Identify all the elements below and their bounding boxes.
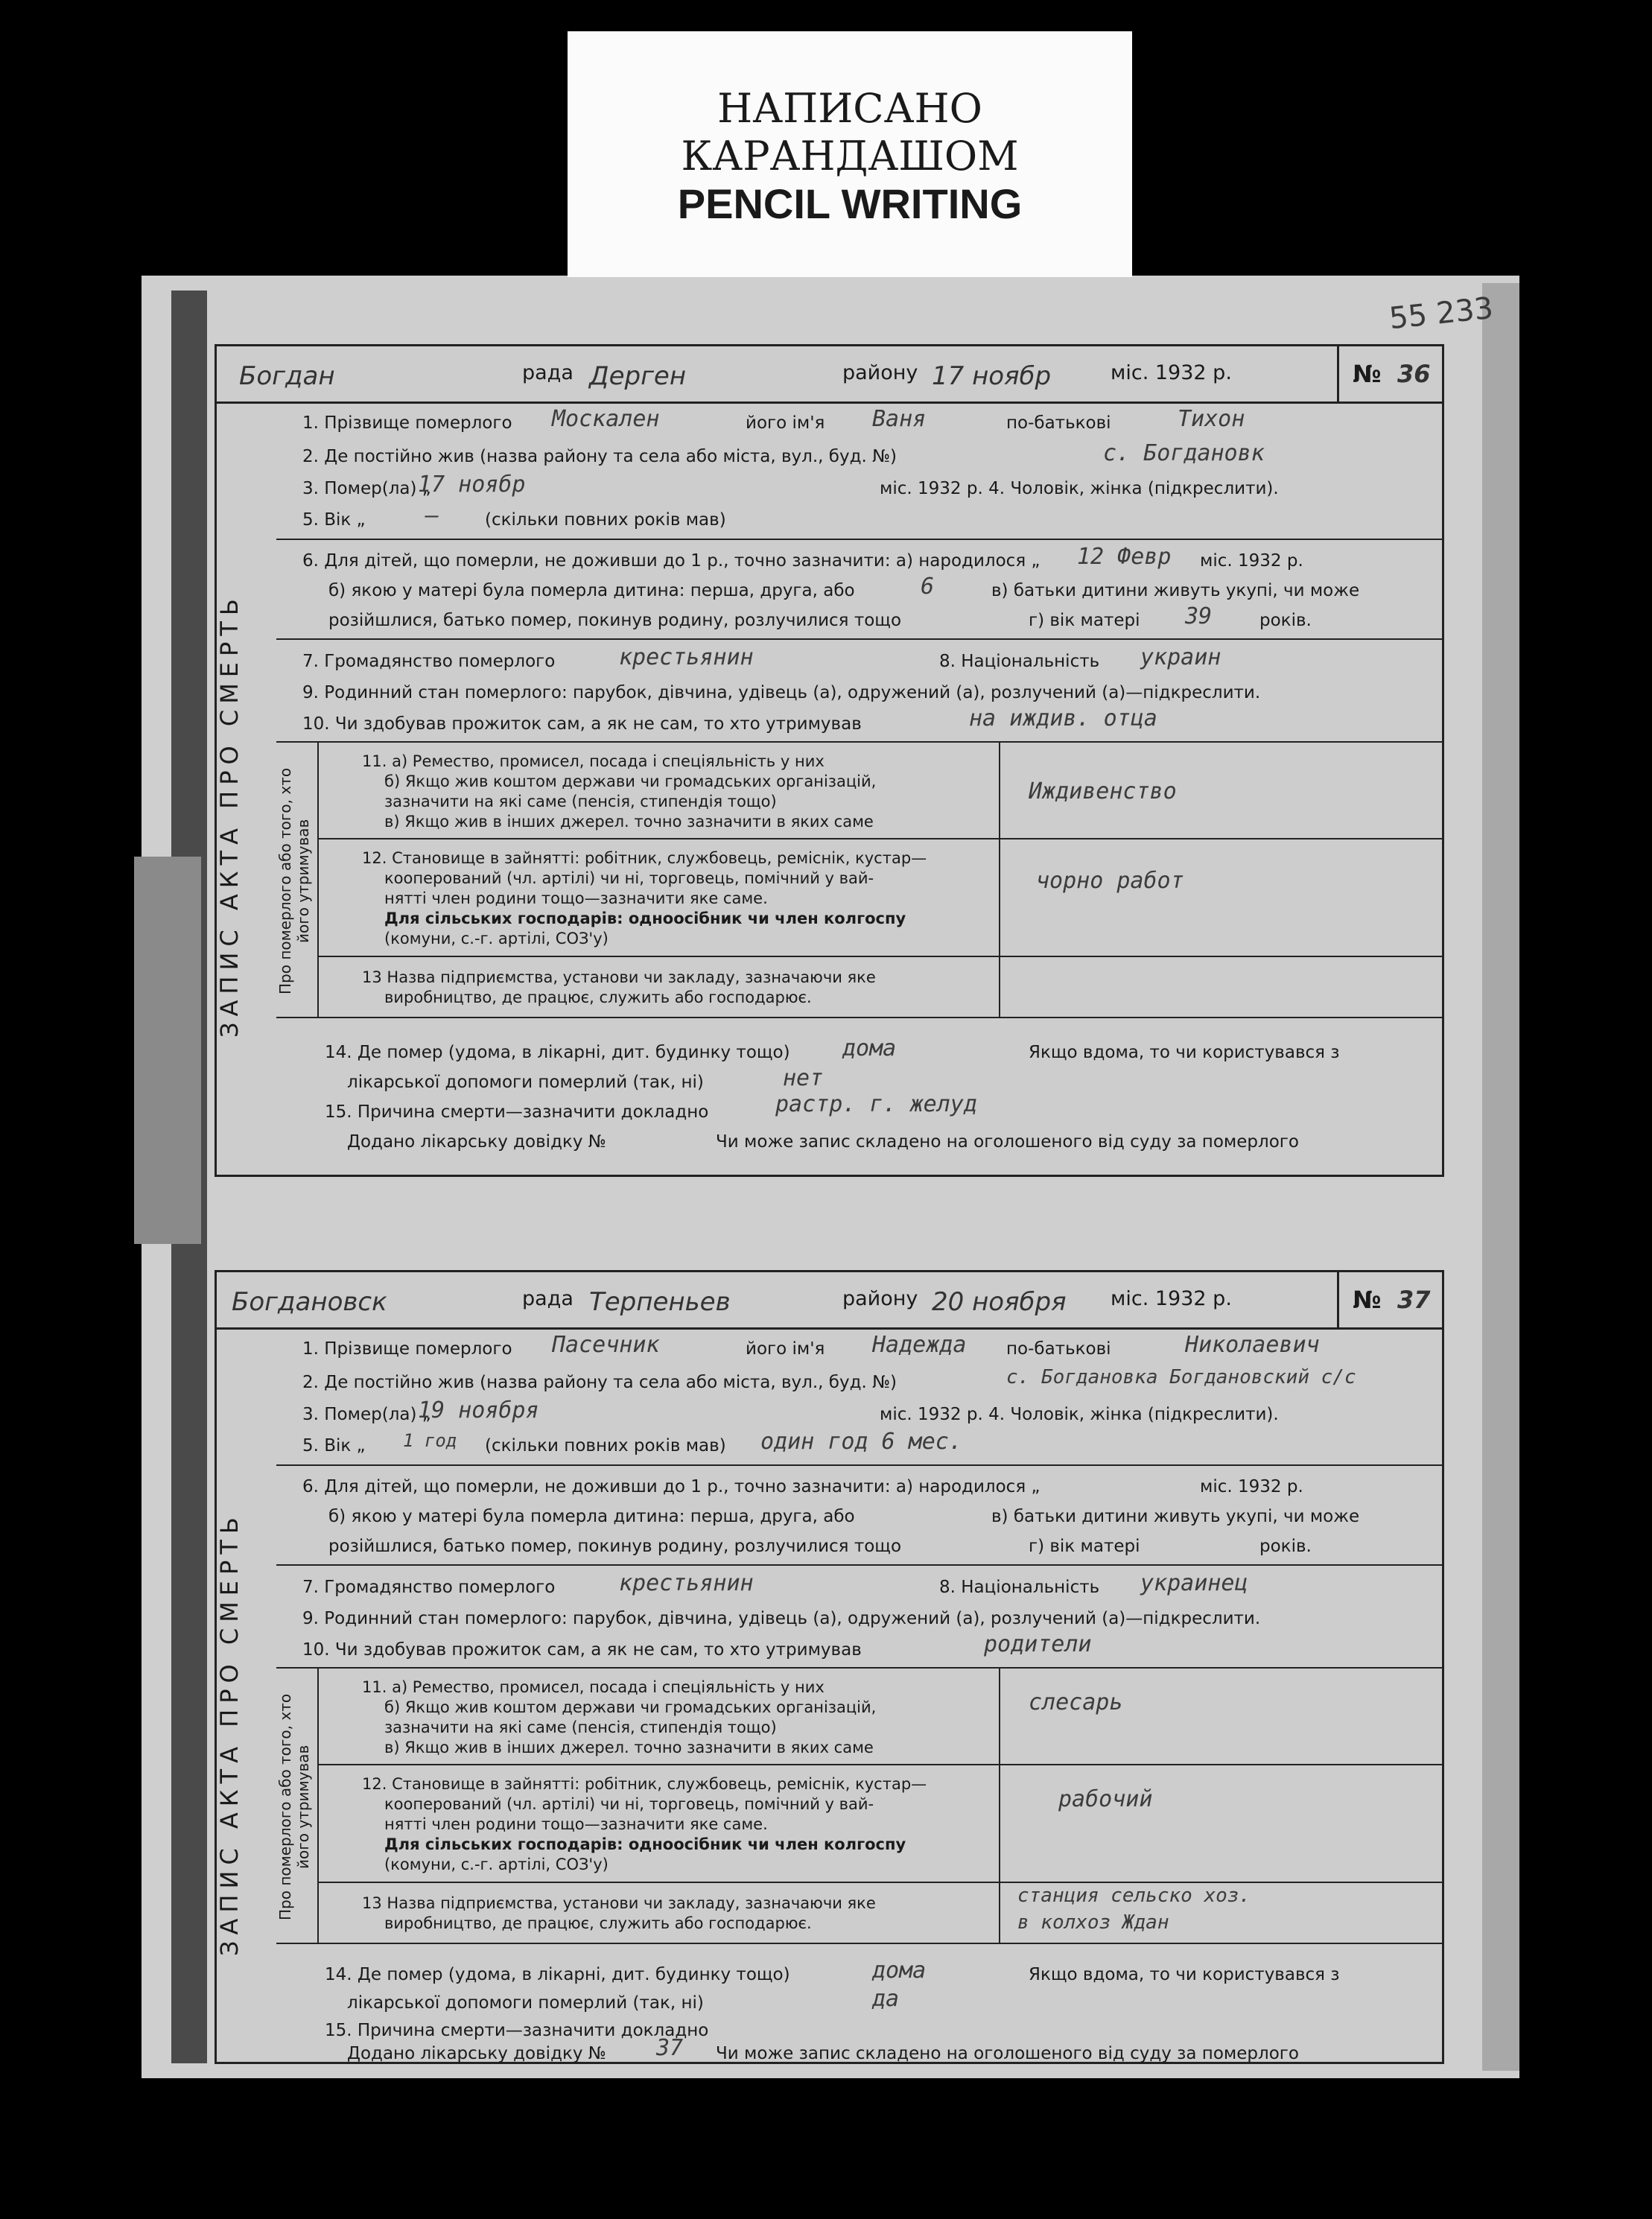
rada-label-2: рада: [522, 1287, 574, 1310]
field-16-court-2: Чи може запис складено на оголошеного від суду за померлого: [716, 2044, 1299, 2063]
name-value: Ваня: [872, 406, 927, 432]
record-36: [215, 344, 1444, 1177]
field-6b-2-2: в) батьки дитини живуть укупі, чи може: [991, 1507, 1360, 1526]
age-value-2: 1 год: [403, 1430, 457, 1451]
field-12e-2: (комуни, с.-г. артілі, СОЗ'у): [384, 1855, 609, 1873]
field-5-label-2: 5. Вік „: [302, 1436, 366, 1455]
raion-label-2: району: [842, 1287, 918, 1310]
field-2-label: 2. Де постійно жив (назва району та села або міста, вул., буд. №): [302, 447, 897, 466]
mother-age-label-2: г) вік матері: [1029, 1537, 1140, 1556]
occupation-value-2: слесарь: [1029, 1689, 1123, 1715]
field-6a-month: міс. 1932 р.: [1200, 551, 1303, 571]
side-title: ЗАПИС АКТА ПРО СМЕРТЬ: [215, 593, 244, 1038]
field-13b: виробництво, де працює, служить або господарює.: [384, 988, 812, 1006]
died-date-value-2: 19 ноября: [418, 1397, 539, 1423]
field-11d-2: в) Якщо жив в інших джерел. точно зазначити в яких саме: [384, 1739, 874, 1756]
workplace-value-1: станция сельско хоз.: [1017, 1885, 1251, 1907]
note-line-2: КАРАНДАШОМ: [681, 133, 1019, 180]
field-13a-2: 13 Назва підприємства, установи чи закладу, зазначаючи яке: [362, 1894, 876, 1912]
record-number-box: [1337, 346, 1442, 401]
field-12a: 12. Становище в зайнятті: робітник, службовець, реміснік, кустар—: [362, 849, 927, 867]
place-value-2: дома: [872, 1958, 927, 1984]
cert-no-value-2: 37: [656, 2035, 684, 2061]
pencil-note-card: [568, 31, 1132, 277]
mother-age-label: г) вік матері: [1029, 611, 1140, 630]
workplace-value-2: в колхоз Ждан: [1017, 1911, 1169, 1934]
record-number-box-2: [1337, 1272, 1442, 1327]
nationality-value-2: украинец: [1140, 1570, 1248, 1596]
name-label-2: його ім'я: [746, 1339, 825, 1359]
field-7-label: 7. Громадянство померлого: [302, 652, 556, 671]
patronymic-label: по-батькові: [1006, 413, 1111, 433]
patronymic-value-2: Николаевич: [1185, 1332, 1320, 1358]
field-11c: зазначити на які саме (пенсія, стипендія тощо): [384, 793, 777, 810]
field-6b-label: б) якою у матері була померла дитина: перша, друга, або: [328, 581, 855, 600]
village-value-2: Богдановск: [232, 1287, 387, 1317]
field-6b-2: в) батьки дитини живуть укупі, чи може: [991, 581, 1360, 600]
sub-side-title: Про померлого або того, хто його утримував: [276, 767, 312, 994]
no-label: №: [1353, 360, 1382, 388]
field-2-label-2: 2. Де постійно жив (назва району та села або міста, вул., буд. №): [302, 1373, 897, 1392]
field-5-hint: (скільки повних років мав): [485, 510, 726, 530]
field-8-label-2: 8. Національність: [939, 1578, 1100, 1597]
age-text-value-2: один год 6 мес.: [760, 1429, 962, 1455]
citizenship-value-2: крестьянин: [619, 1570, 754, 1596]
no-label-2: №: [1353, 1286, 1382, 1314]
field-13a: 13 Назва підприємства, установи чи закладу, зазначаючи яке: [362, 968, 876, 986]
cause-value: растр. г. желуд: [775, 1091, 977, 1117]
field-6a-month-2: міс. 1932 р.: [1200, 1477, 1303, 1496]
field-11b: б) Якщо жив коштом держави чи громадських організацій,: [384, 772, 877, 790]
supported-value: на иждив. отца: [969, 705, 1157, 731]
field-6a-label: 6. Для дітей, що померли, не доживши до 1 р., точно зазначити: а) народилося „: [302, 551, 1041, 571]
occupation-value: Иждивенство: [1029, 778, 1177, 804]
field-12b: кооперований (чл. артілі) чи ні, торговець, помічний у вай-: [384, 869, 874, 887]
field-14-label: 14. Де помер (удома, в лікарні, дит. будинку тощо): [325, 1043, 790, 1062]
date-value: 17 ноябр: [932, 361, 1052, 391]
supported-value-2: родители: [984, 1631, 1092, 1657]
patronymic-label-2: по-батькові: [1006, 1339, 1111, 1359]
field-12c-2: нятті член родини тощо—зазначити яке саме.: [384, 1815, 768, 1833]
field-8-label: 8. Національність: [939, 652, 1100, 671]
record-number-2: 37: [1397, 1286, 1431, 1314]
field-9-label: 9. Родинний стан померлого: парубок, дівчина, удівець (а), одружений (а), розлучений (а)—підкреслити.: [302, 683, 1261, 702]
torn-edge: [134, 857, 201, 1244]
field-14-home-2: Якщо вдома, то чи користувався з: [1029, 1965, 1340, 1984]
field-11d: в) Якщо жив в інших джерел. точно зазначити в яких саме: [384, 813, 874, 831]
side-title-2: ЗАПИС АКТА ПРО СМЕРТЬ: [215, 1511, 244, 1957]
field-5-hint-2: (скільки повних років мав): [485, 1436, 726, 1455]
village-value: Богдан: [239, 361, 335, 391]
field-10-label: 10. Чи здобував прожиток сам, а як не сам, то хто утримував: [302, 714, 862, 734]
place-value: дома: [842, 1035, 897, 1061]
field-10-label-2: 10. Чи здобував прожиток сам, а як не сам, то хто утримував: [302, 1640, 862, 1660]
note-line-3: PENCIL WRITING: [677, 180, 1023, 227]
field-14-home: Якщо вдома, то чи користувався з: [1029, 1043, 1340, 1062]
field-1-label: 1. Прізвище померлого: [302, 413, 512, 433]
field-6c-label: розійшлися, батько помер, покинув родину, розлучилися тощо: [328, 611, 902, 630]
residence-value: с. Богдановк: [1103, 440, 1265, 466]
nationality-value: украин: [1140, 644, 1221, 670]
record-37: [215, 1270, 1444, 2064]
record-header: [217, 346, 1442, 404]
mis-label: міс. 1932 р.: [1111, 361, 1232, 384]
field-6c-label-2: розійшлися, батько помер, покинув родину, розлучилися тощо: [328, 1537, 902, 1556]
raion-label: району: [842, 361, 918, 384]
field-14-help: лікарської допомоги померлий (так, ні): [347, 1073, 704, 1092]
surname-value: Москален: [552, 406, 660, 432]
field-12c: нятті член родини тощо—зазначити яке саме.: [384, 889, 768, 907]
field-3-month: міс. 1932 р. 4. Чоловік, жінка (підкреслити).: [880, 479, 1279, 498]
field-12e: (комуни, с.-г. артілі, СОЗ'у): [384, 930, 609, 947]
died-date-value: 17 ноябр: [418, 472, 526, 498]
field-3-label: 3. Помер(ла) „: [302, 479, 431, 498]
field-11c-2: зазначити на які саме (пенсія, стипендія тощо): [384, 1718, 777, 1736]
field-12d-2: Для сільських господарів: одноосібник чи член колгоспу: [384, 1835, 906, 1853]
date-value-2: 20 ноября: [932, 1287, 1067, 1317]
rada-label: рада: [522, 361, 574, 384]
note-line-1: НАПИСАНО: [717, 85, 982, 132]
years-label-2: років.: [1259, 1537, 1312, 1556]
child-order-value: 6: [921, 574, 935, 600]
name-label: його ім'я: [746, 413, 825, 433]
years-label: років.: [1259, 611, 1312, 630]
field-15-label-2: 15. Причина смерти—зазначити докладно: [325, 2021, 709, 2040]
district-value: Дерген: [589, 361, 687, 391]
field-6b-label-2: б) якою у матері була померла дитина: перша, друга, або: [328, 1507, 855, 1526]
field-9-label-2: 9. Родинний стан померлого: парубок, дівчина, удівець (а), одружений (а), розлучений (а)—підкреслити.: [302, 1609, 1261, 1628]
name-value-2: Надежда: [872, 1332, 967, 1358]
record-header-2: [217, 1272, 1442, 1330]
mother-age-value: 39: [1185, 603, 1213, 629]
field-11b-2: б) Якщо жив коштом держави чи громадських організацій,: [384, 1698, 877, 1716]
citizenship-value: крестьянин: [619, 644, 754, 670]
field-1-label-2: 1. Прізвище померлого: [302, 1339, 512, 1359]
field-3-label-2: 3. Помер(ла) „: [302, 1405, 431, 1424]
help-value: нет: [783, 1065, 824, 1091]
residence-value-2: с. Богдановка Богдановский с/с: [1006, 1366, 1356, 1388]
record-number: 36: [1397, 360, 1431, 388]
field-11a: 11. а) Ремество, промисел, посада і спеціяльність у них: [362, 752, 825, 770]
age-value: —: [425, 503, 439, 529]
field-14-label-2: 14. Де помер (удома, в лікарні, дит. будинку тощо): [325, 1965, 790, 1984]
archive-number: 55 233: [1387, 291, 1495, 337]
status-value: чорно работ: [1036, 868, 1184, 894]
sub-side-title-2: Про померлого або того, хто його утримував: [276, 1693, 312, 1920]
patronymic-value: Тихон: [1178, 406, 1245, 432]
field-15-label: 15. Причина смерти—зазначити докладно: [325, 1102, 709, 1122]
born-value: 12 Февр: [1077, 544, 1172, 570]
field-12a-2: 12. Становище в зайнятті: робітник, службовець, реміснік, кустар—: [362, 1775, 927, 1793]
mis-label-2: міс. 1932 р.: [1111, 1287, 1232, 1310]
field-14-help-2: лікарської допомоги померлий (так, ні): [347, 1993, 704, 2013]
field-7-label-2: 7. Громадянство померлого: [302, 1578, 556, 1597]
status-value-2: рабочий: [1058, 1786, 1153, 1812]
field-13b-2: виробництво, де працює, служить або господарює.: [384, 1914, 812, 1932]
field-16-label: Додано лікарську довідку №: [347, 1132, 606, 1152]
field-12d: Для сільських господарів: одноосібник чи член колгоспу: [384, 909, 906, 927]
field-5-label: 5. Вік „: [302, 510, 366, 530]
district-value-2: Терпеньев: [589, 1287, 731, 1317]
field-6a-label-2: 6. Для дітей, що померли, не доживши до 1 р., точно зазначити: а) народилося „: [302, 1477, 1041, 1496]
help-value-2: да: [872, 1986, 900, 2012]
field-12b-2: кооперований (чл. артілі) чи ні, торговець, помічний у вай-: [384, 1795, 874, 1813]
page-edge: [1482, 283, 1519, 2071]
field-16-court: Чи може запис складено на оголошеного від суду за померлого: [716, 1132, 1299, 1152]
field-16-label-2: Додано лікарську довідку №: [347, 2044, 606, 2063]
field-11a-2: 11. а) Ремество, промисел, посада і спеціяльність у них: [362, 1678, 825, 1696]
field-3-month-2: міс. 1932 р. 4. Чоловік, жінка (підкреслити).: [880, 1405, 1279, 1424]
surname-value-2: Пасечник: [552, 1332, 660, 1358]
